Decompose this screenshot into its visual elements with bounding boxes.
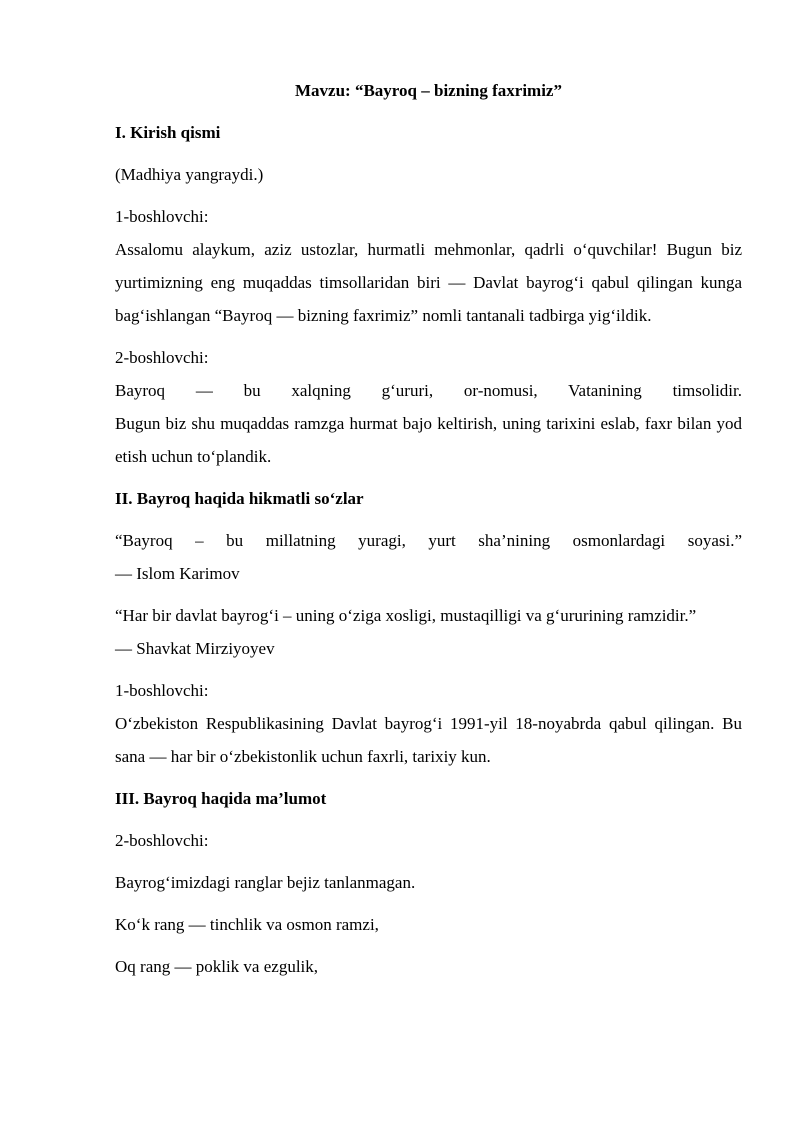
speaker-text: Bugun biz shu muqaddas ramzga hurmat bajo keltirish, uning tarixini eslab, faxr bilan yod etish uchun to‘plandik.: [115, 414, 742, 466]
section-heading-intro: I. Kirish qismi: [115, 123, 221, 142]
info-line: Bayrog‘imizdagi ranglar bejiz tanlanmagan.: [115, 873, 416, 892]
speaker-text: Assalomu alaykum, aziz ustozlar, hurmatli mehmonlar, qadrli o‘quvchilar! Bugun biz yurtimizning eng muqaddas timsollaridan biri — Davlat bayrog‘i qabul qilingan kunga bag‘ishlangan “Bayroq — bizning faxrimiz” nomli tantanali tadbirga yig‘ildik.: [115, 240, 742, 325]
stage-note: (Madhiya yangraydi.): [115, 165, 264, 184]
document-page: [115, 74, 742, 992]
section-heading-quotes: II. Bayroq haqida hikmatli so‘zlar: [115, 489, 364, 508]
speaker-text: O‘zbekiston Respublikasining Davlat bayrog‘i 1991-yil 18-noyabrda qabul qilingan. Bu sana — har bir o‘zbekistonlik uchun faxrli, tarixiy kun.: [115, 714, 742, 766]
speaker-label: 1-boshlovchi:: [115, 681, 209, 700]
info-line: Ko‘k rang — tinchlik va osmon ramzi,: [115, 915, 379, 934]
quote-author: — Shavkat Mirziyoyev: [115, 639, 275, 658]
speaker1-block-2: [115, 674, 742, 773]
speaker2-block: [115, 341, 742, 473]
quote-text: “Bayroq – bu millatning yuragi, yurt sha’nining osmonlardagi soyasi.”: [115, 531, 742, 550]
speaker-label: 2-boshlovchi:: [115, 831, 209, 850]
quote-block: [115, 599, 742, 665]
quote-author: — Islom Karimov: [115, 564, 240, 583]
speaker-label: 2-boshlovchi:: [115, 348, 209, 367]
section-heading-info: III. Bayroq haqida ma’lumot: [115, 789, 327, 808]
speaker1-block: [115, 200, 742, 332]
speaker-text-line: Bayroq — bu xalqning g‘ururi, or-nomusi, Vatanining timsolidir.: [115, 381, 742, 400]
quote-text: “Har bir davlat bayrog‘i – uning o‘ziga xosligi, mustaqilligi va g‘ururining ramzidir.”: [115, 606, 697, 625]
info-line: Oq rang — poklik va ezgulik,: [115, 957, 319, 976]
speaker-label: 1-boshlovchi:: [115, 207, 209, 226]
quote-block: [115, 524, 742, 590]
page-title: Mavzu: “Bayroq – bizning faxrimiz”: [295, 81, 562, 100]
